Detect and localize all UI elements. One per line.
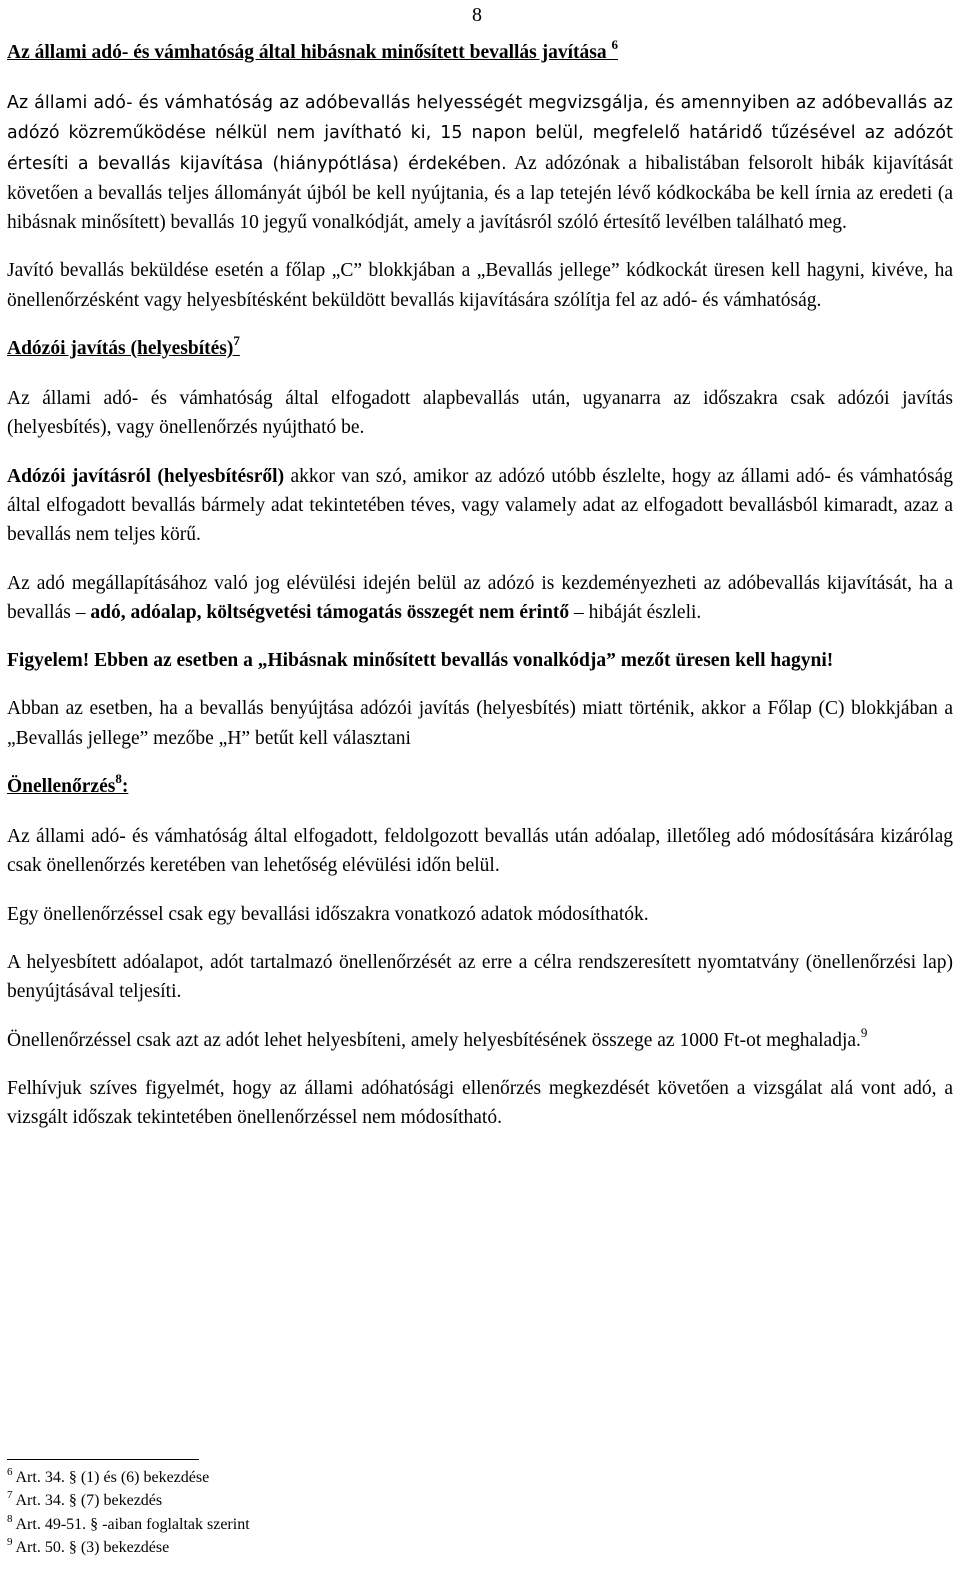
section-title-text: Az állami adó- és vámhatóság által hibásnak minősített bevallás javítása	[7, 42, 607, 63]
paragraph: Az állami adó- és vámhatóság által elfogadott, feldolgozott bevallás után adóalap, illetőleg adó módosítására kizárólag csak önellenőrzés keretében van lehetőség elévülési időn belül.	[7, 826, 953, 877]
footnote	[7, 1536, 953, 1559]
paragraph	[7, 1026, 953, 1055]
footnote-number: 6	[7, 1466, 13, 1478]
section-title-text: Adózói javítás (helyesbítés)	[7, 338, 234, 360]
document-body	[7, 38, 953, 1132]
footnote-text: Art. 50. § (3) bekezdése	[15, 1538, 170, 1556]
footnotes	[7, 1459, 953, 1559]
footnote-ref: 9	[860, 1024, 868, 1040]
bold-term: Adózói javításról (helyesbítésről)	[7, 465, 285, 487]
bold-term: adó, adóalap, költségvetési támogatás összegét nem érintő	[90, 601, 570, 623]
footnote-number: 8	[7, 1512, 13, 1525]
paragraph: Felhívjuk szíves figyelmét, hogy az állami adóhatósági ellenőrzés megkezdését követően a vizsgálat alá vont adó, a vizsgált időszak tekintetében önellenőrzéssel nem módosítható.	[7, 1077, 953, 1129]
section-title-text: Önellenőrzés	[7, 776, 116, 798]
section-title-self-revision	[7, 772, 953, 801]
paragraph-text: Az adózónak a hibalistában felsorolt hibák kijavítását követően a bevallás teljes állományát újból be kell nyújtania, és a lap tetején lévő kódkockába be kell írnia az eredeti (a hibásnak minősített) bevallás 10 jegyű vonalkódját, amely a javításról szóló értesítő levélben található meg.	[7, 152, 953, 234]
paragraph: A helyesbített adóalapot, adót tartalmazó önellenőrzését az erre a célra rendszeresített nyomtatvány (önellenőrzési lap) benyújtásával teljesíti.	[7, 951, 953, 1003]
footnote-text: Art. 34. § (1) és (6) bekezdése	[15, 1469, 210, 1486]
footnote-number: 7	[7, 1489, 13, 1502]
section-title-suffix: :	[121, 776, 129, 798]
footnote	[7, 1466, 953, 1489]
paragraph-text: Önellenőrzéssel csak azt az adót lehet helyesbíteni, amely helyesbítésének összege az 1000 Ft-ot meghaladja.	[7, 1029, 861, 1051]
paragraph-text: Az állami adó- és vámhatóság az adóbevallás helyességét megvizsgálja, és amennyiben az adóbevallás az adózó közreműködése nélkül nem javítható ki, 15 napon belül, megfelelő határidő tűzésével az adózót értesíti a bevallás kijavítása (hiánypótlása) érdekében.	[7, 93, 953, 174]
paragraph: Javító bevallás beküldése esetén a főlap „C” blokkjában a „Bevallás jellege” kódkockát üresen kell hagyni, kivéve, ha önellenőrzésként vagy helyesbítésként beküldött bevallás kijavítására szólítja fel az adó- és vámhatóság.	[7, 260, 953, 311]
footnote	[7, 1489, 953, 1512]
paragraph	[7, 462, 953, 550]
paragraph-text: Az adó megállapításához való jog elévülési idején belül az adózó is kezdeményezheti az adóbevallás kijavítását, ha a bevallás –	[7, 572, 953, 623]
footnote	[7, 1513, 953, 1536]
footnote-ref: 6	[611, 37, 619, 52]
footnote-ref: 8	[115, 771, 122, 787]
paragraph: Egy önellenőrzéssel csak egy bevallási időszakra vonatkozó adatok módosíthatók.	[7, 903, 649, 925]
paragraph	[7, 88, 953, 237]
section-title-corrected-return	[7, 38, 953, 67]
paragraph: Az állami adó- és vámhatóság által elfogadott alapbevallás után, ugyanarra az időszakra csak adózói javítás (helyesbítés), vagy önellenőrzés nyújtható be.	[7, 388, 953, 439]
footnote-number: 9	[7, 1535, 13, 1548]
section-title-self-correction	[7, 334, 953, 363]
footnote-ref: 7	[233, 333, 240, 349]
paragraph-text: – hibáját észleli.	[569, 601, 702, 623]
paragraph: Abban az esetben, ha a bevallás benyújtása adózói javítás (helyesbítés) miatt történik, akkor a Főlap (C) blokkjában a „Bevallás jellege” mezőbe „H” betűt kell választani	[7, 698, 953, 749]
footnote-separator	[7, 1459, 199, 1460]
warning-text: Figyelem! Ebben az esetben a „Hibásnak minősített bevallás vonalkódja” mezőt üresen kell hagyni!	[7, 650, 834, 672]
page-number: 8	[472, 4, 482, 26]
paragraph-text: akkor van szó, amikor az adózó utóbb észlelte, hogy az állami adó- és vámhatóság által elfogadott bevallás bármely adat tekintetében téves, vagy valamely adat az elfogadott bevallásból kimaradt, azaz a bevallás nem teljes körű.	[7, 465, 953, 546]
footnote-text: Art. 49-51. § -aiban foglaltak szerint	[15, 1515, 250, 1533]
footnote-text: Art. 34. § (7) bekezdés	[15, 1492, 163, 1510]
paragraph	[7, 569, 953, 628]
